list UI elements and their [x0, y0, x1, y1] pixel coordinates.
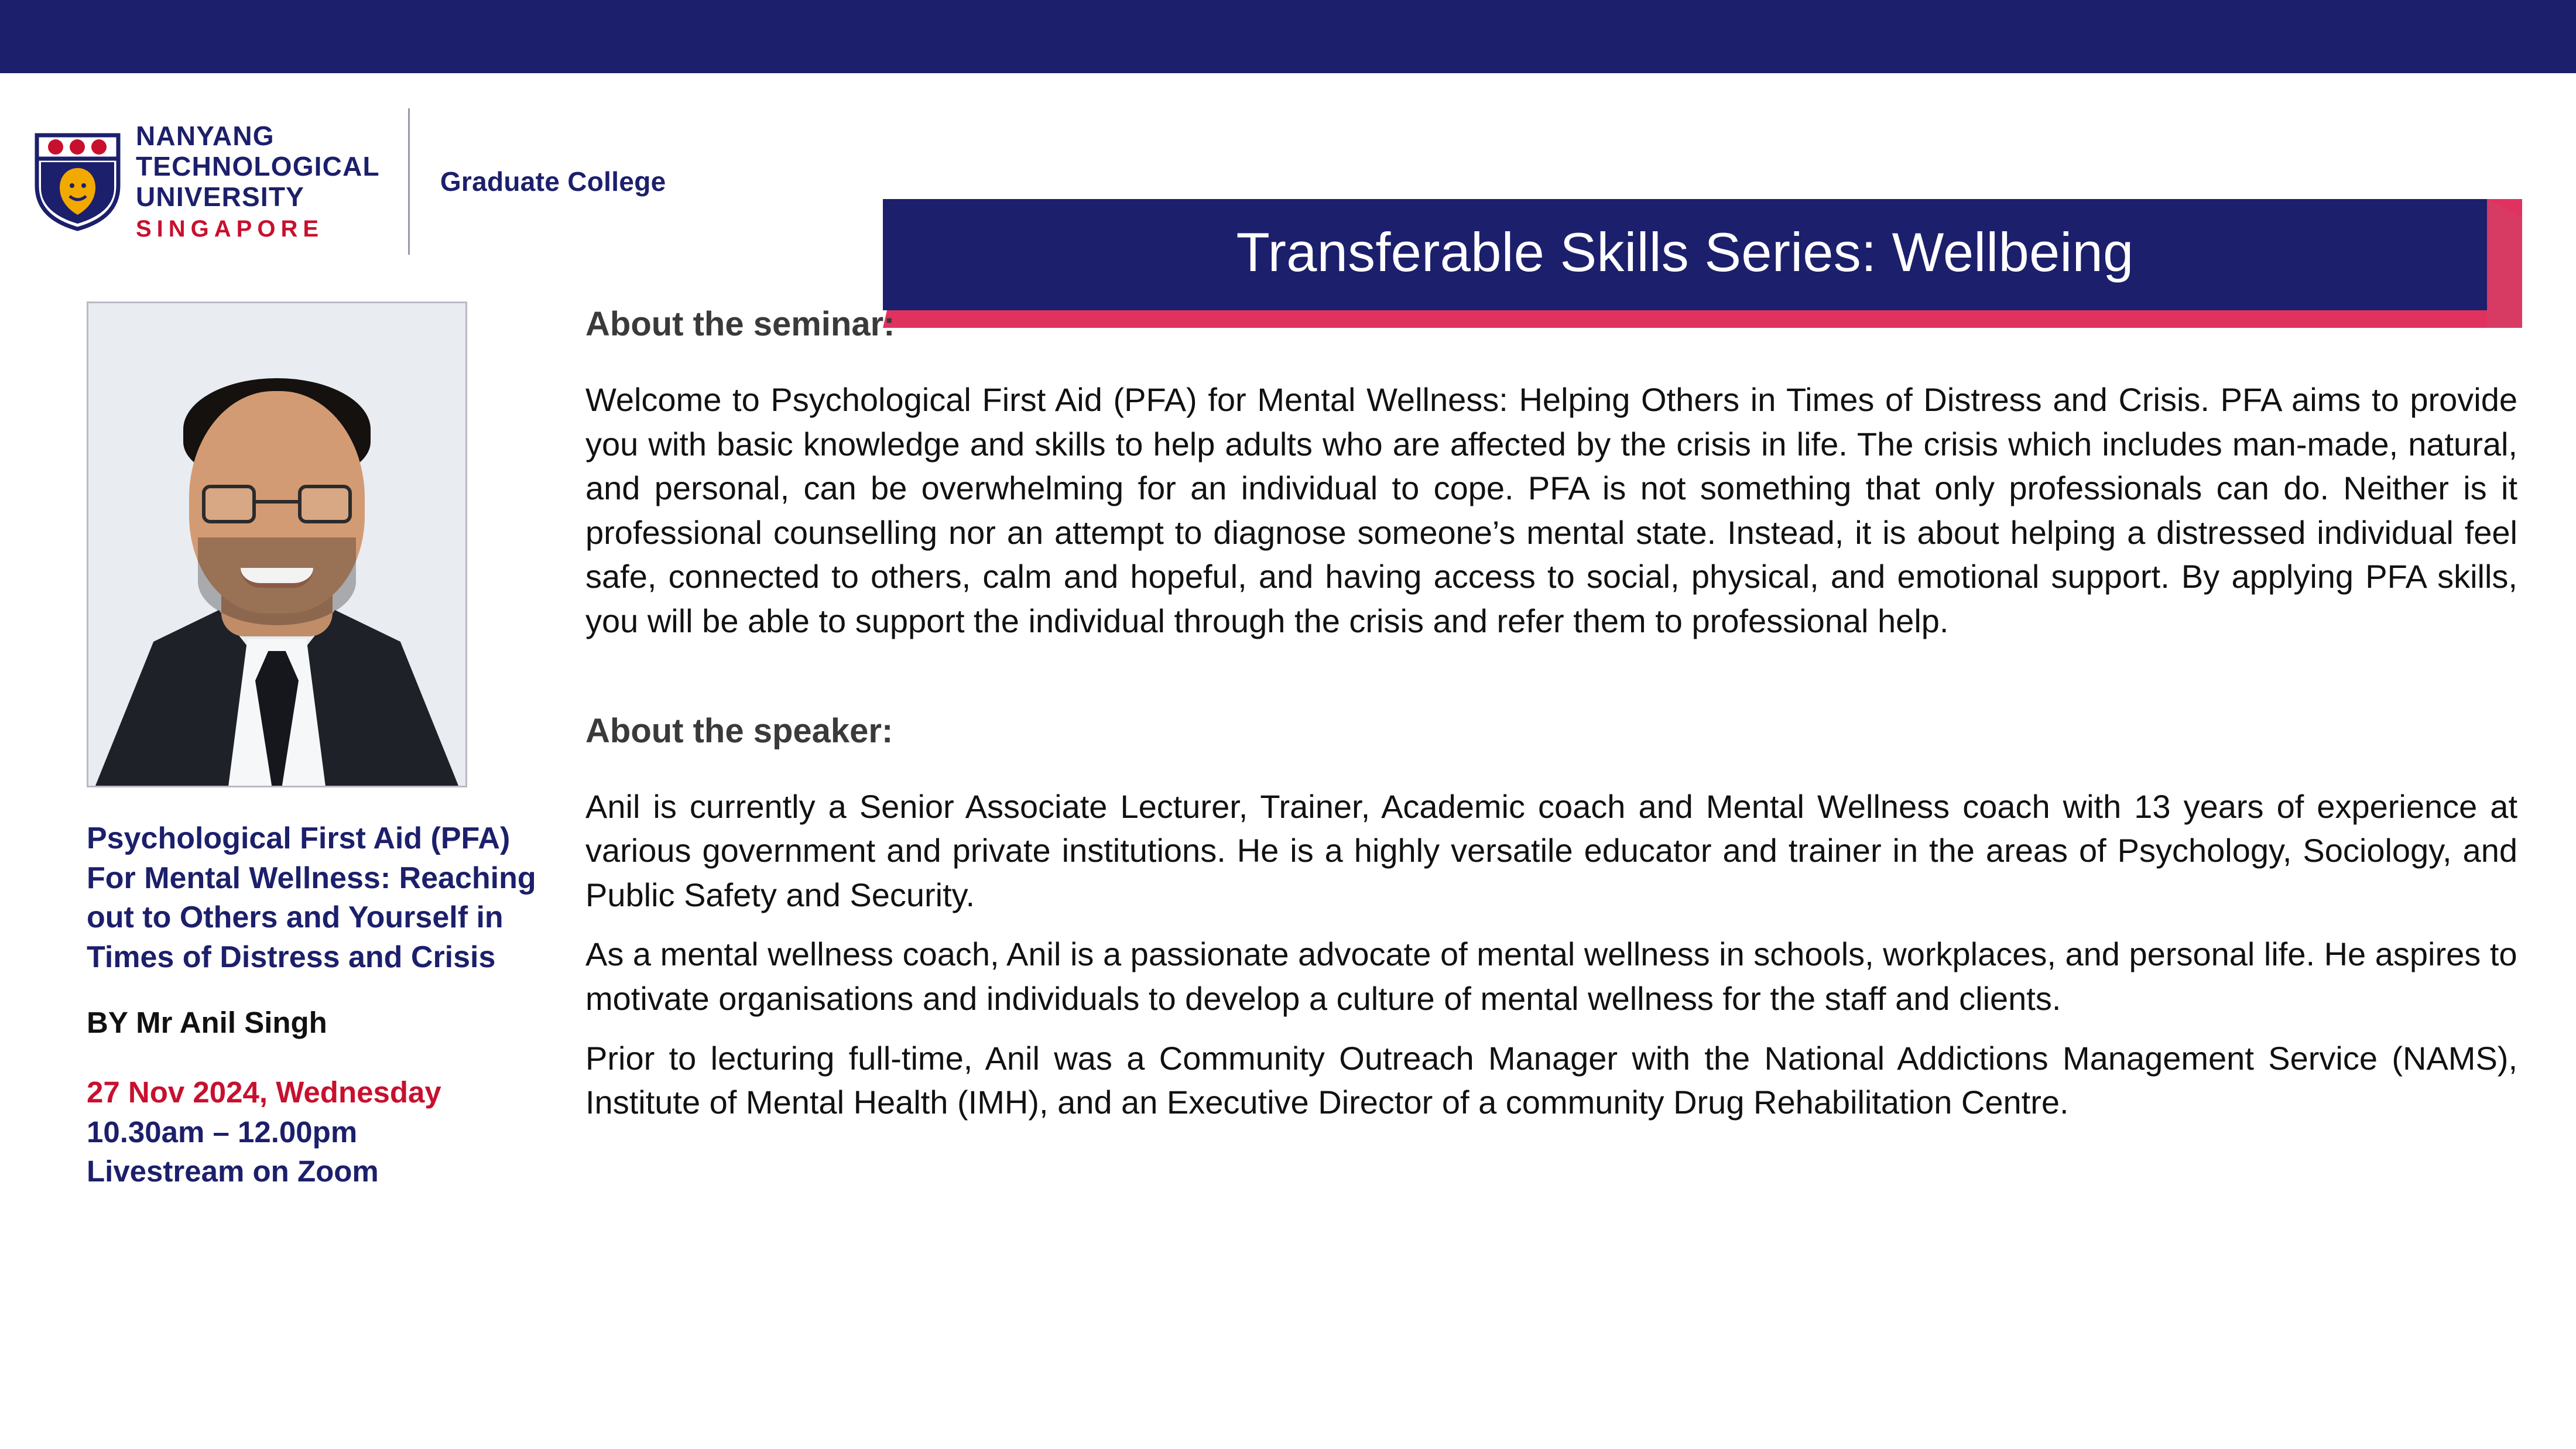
logo-divider	[408, 108, 410, 255]
about-speaker-paragraph-1: Anil is currently a Senior Associate Lecturer, Trainer, Academic coach and Mental Wellness coach with 13 years of experience at various government and private institutions. He is a highly versatile educator and trainer in the areas of Psychology, Sociology, and Public Safety and Security.	[585, 787, 2517, 913]
event-time: 10.30am – 12.00pm	[87, 1115, 358, 1149]
ntu-wordmark	[136, 121, 380, 243]
section-gap	[585, 659, 2517, 691]
event-date: 27 Nov 2024, Wednesday	[87, 1075, 441, 1109]
about-speaker-paragraph-3: Prior to lecturing full-time, Anil was a Community Outreach Manager with the National Addictions Management Service (NAMS), Institute of Mental Health (IMH), and an Executive Director of a community Drug Rehabilitation Centre.	[585, 1039, 2517, 1121]
about-seminar-body: Welcome to Psychological First Aid (PFA) for Mental Wellness: Helping Others in Times of Distress and Crisis. PFA aims to provide you with basic knowledge and skills to help adults who are affected by the crisis in life. The crisis which includes man-made, natural, and personal, can be overwhelming for an individual to cope. PFA is not something that only professionals can do. Neither is it professional counselling nor an attempt to diagnose someone’s mental state. Instead, it is about helping a distressed individual feel safe, connected to others, calm and hopeful, and having access to social, physical, and emotional support. By applying PFA skills, you will be able to support the individual through the crisis and refer them to professional help.	[585, 381, 2517, 639]
about-speaker-heading: About the speaker:	[585, 711, 893, 750]
talk-title: Psychological First Aid (PFA) For Mental Wellness: Reaching out to Others and Yourself in Times of Distress and Crisis	[87, 821, 536, 974]
wordmark-line-2: TECHNOLOGICAL	[136, 150, 380, 181]
wordmark-line-1: NANYANG	[136, 120, 275, 151]
sub-brand-label: Graduate College	[440, 166, 666, 197]
speaker-byline: BY Mr Anil Singh	[87, 1006, 327, 1040]
ntu-crest-icon	[32, 132, 123, 231]
ntu-logo-lockup	[32, 108, 666, 255]
speaker-panel	[87, 302, 555, 1191]
speaker-photo	[87, 302, 467, 787]
wordmark-country: SINGAPORE	[136, 215, 324, 242]
event-mode: Livestream on Zoom	[87, 1155, 379, 1188]
top-navy-bar	[0, 0, 2576, 73]
wordmark-line-3: UNIVERSITY	[136, 181, 305, 213]
about-seminar-heading: About the seminar:	[585, 305, 895, 343]
banner-title-text: Transferable Skills Series: Wellbeing	[1236, 221, 2134, 283]
content-column	[585, 304, 2517, 1140]
about-speaker-paragraph-2: As a mental wellness coach, Anil is a passionate advocate of mental wellness in schools, workplaces, and personal life. He aspires to motivate organisations and individuals to develop a culture of mental wellness for the staff and clients.	[585, 936, 2517, 1017]
page-header	[0, 73, 2576, 290]
